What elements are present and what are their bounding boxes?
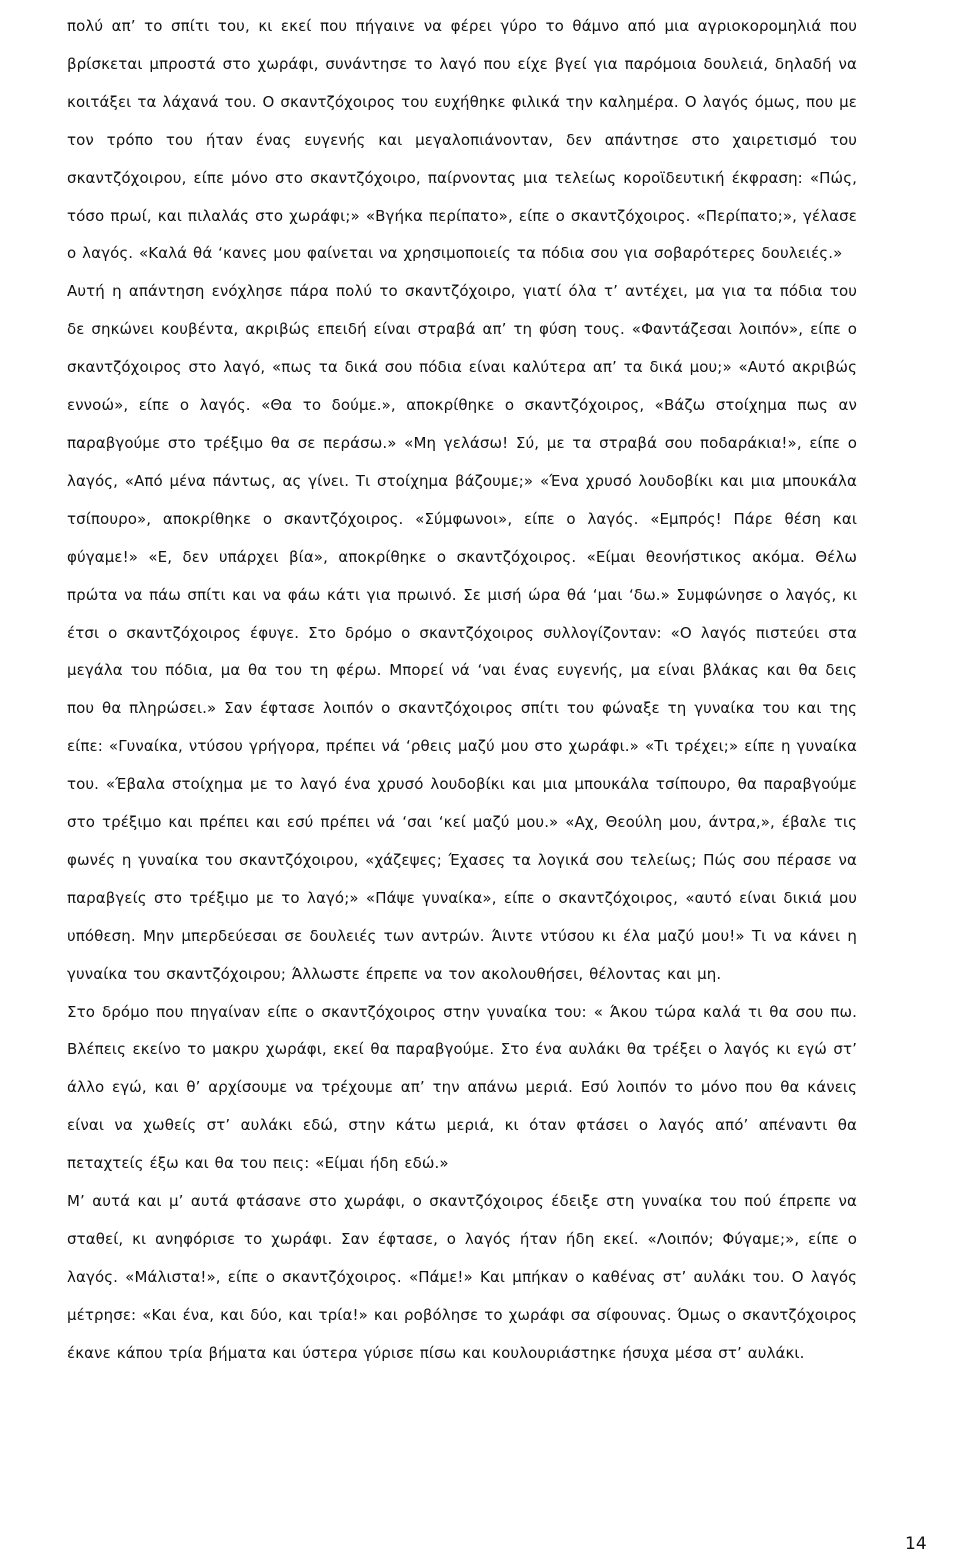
paragraph-1: πολύ απ’ το σπίτι του, κι εκεί που πήγαινε να φέρει γύρο το θάμνο από μια αγριοκορομηλιά που βρίσκεται μπροστά στο χωράφι, συνάντησε το λαγό που είχε βγεί για παρόμοια δουλειά, δηλαδή να κοιτάξει τα λάχανά του. Ο σκαντζόχοιρος του ευχήθηκε φιλικά την καλημέρα. Ο λαγός όμως, που με τον τρόπο του ήταν ένας ευγενής και μεγαλοπιάνονταν, δεν απάντησε στο χαιρετισμό του σκαντζόχοιρου, είπε μόνο στο σκαντζόχοιρο, παίρνοντας μια τελείως κοροϊδευτική έκφραση: «Πώς, τόσο πρωί, και πιλαλάς στο χωράφι;» «Βγήκα περίπατο», είπε ο σκαντζόχοιρος. «Περίπατο;», γέλασε ο λαγός. «Καλά θά ‘κανες μου φαίνεται να χρησιμοποιείς τα πόδια σου για σοβαρότερες δουλειές.» [67,17,857,263]
page-number: 14 [905,1534,927,1554]
document-page [67,8,857,1373]
paragraph-3: Στο δρόμο που πηγαίναν είπε ο σκαντζόχοιρος στην γυναίκα του: « Άκου τώρα καλά τι θα σου πω. Βλέπεις εκείνο το μακρυ χωράφι, εκεί θα παραβγούμε. Στο ένα αυλάκι θα τρέξει ο λαγός κι εγώ στ’ άλλο εγώ, και θ’ αρχίσουμε να τρέχουμε απ’ την απάνω μεριά. Εσύ λοιπόν το μόνο που θα κάνεις είναι να χωθείς στ’ αυλάκι εδώ, στην κάτω μεριά, κι όταν φτάσει ο λαγός από’ απέναντι θα πεταχτείς έξω και θα του πεις: «Είμαι ήδη εδώ.» [67,1002,857,1173]
paragraph-2: Αυτή η απάντηση ενόχλησε πάρα πολύ το σκαντζόχοιρο, γιατί όλα τ’ αντέχει, μα για τα πόδια του δε σηκώνει κουβέντα, ακριβώς επειδή είναι στραβά απ’ τη φύση τους. «Φαντάζεσαι λοιπόν», είπε ο σκαντζόχοιρος στο λαγό, «πως τα δικά σου πόδια είναι καλύτερα απ’ τα δικά μου;» «Αυτό ακριβώς εννοώ», είπε ο λαγός. «Θα το δούμε.», αποκρίθηκε ο σκαντζόχοιρος, «Βάζω στοίχημα πως αν παραβγούμε στο τρέξιμο θα σε περάσω.» «Μη γελάσω! Σύ, με τα στραβά σου ποδαράκια!», είπε ο λαγός, «Από μένα πάντως, ας γίνει. Τι στοίχημα βάζουμε;» «Ένα χρυσό λουδοβίκι και μια μπουκάλα τσίπουρο», αποκρίθηκε ο σκαντζόχοιρος. «Σύμφωνοι», είπε ο λαγός. «Εμπρός! Πάρε θέση και φύγαμε!» «Ε, δεν υπάρχει βία», αποκρίθηκε ο σκαντζόχοιρος. «Είμαι θεονήστικος ακόμα. Θέλω πρώτα να πάω σπίτι και να φάω κάτι για πρωινό. Σε μισή ώρα θά ‘μαι ‘δω.» Συμφώνησε ο λαγός, κι έτσι ο σκαντζόχοιρος έφυγε. Στο δρόμο ο σκαντζόχοιρος συλλογίζονταν: «Ο λαγός πιστεύει στα μεγάλα του πόδια, μα θα του τη φέρω. Μπορεί νά ‘ναι ένας ευγενής, μα είναι βλάκας και θα δεις που θα πληρώσει.» Σαν έφτασε λοιπόν ο σκαντζόχοιρος σπίτι του φώναξε τη γυναίκα του και της είπε: «Γυναίκα, ντύσου γρήγορα, πρέπει νά ‘ρθεις μαζύ μου στο χωράφι.» «Τι τρέχει;» είπε η γυναίκα του. «Έβαλα στοίχημα με το λαγό ένα χρυσό λουδοβίκι και μια μπουκάλα τσίπουρο, θα παραβγούμε στο τρέξιμο και πρέπει και εσύ πρέπει νά ‘σαι ‘κεί μαζύ μου.» «Αχ, Θεούλη μου, άντρα,», έβαλε τις φωνές η γυναίκα του σκαντζόχοιρου, «χάζεψες; Έχασες τα λογικά σου τελείως; Πώς σου πέρασε να παραβγείς στο τρέξιμο με το λαγό;» «Πάψε γυναίκα», είπε ο σκαντζόχοιρος, «αυτό είναι δικιά μου υπόθεση. Μην μπερδεύεσαι σε δουλειές των αντρών. Άιντε ντύσου κι έλα μαζύ μου!» Τι να κάνει η γυναίκα του σκαντζόχοιρου; Άλλωστε έπρεπε να τον ακολουθήσει, θέλοντας και μη. [67,282,857,983]
paragraph-4: Μ’ αυτά και μ’ αυτά φτάσανε στο χωράφι, ο σκαντζόχοιρος έδειξε στη γυναίκα του πού έπρεπε να σταθεί, κι ανηφόρισε το χωράφι. Σαν έφτασε, ο λαγός ήταν ήδη εκεί. «Λοιπόν; Φύγαμε;», είπε ο λαγός. «Μάλιστα!», είπε ο σκαντζόχοιρος. «Πάμε!» Και μπήκαν ο καθένας στ’ αυλάκι του. Ο λαγός μέτρησε: «Και ένα, και δύο, και τρία!» και ροβόλησε το χωράφι σα σίφουνας. Όμως ο σκαντζόχοιρος έκανε κάπου τρία βήματα και ύστερα γύρισε πίσω και κουλουριάστηκε ήσυχα μέσα στ’ αυλάκι. [67,1192,857,1362]
